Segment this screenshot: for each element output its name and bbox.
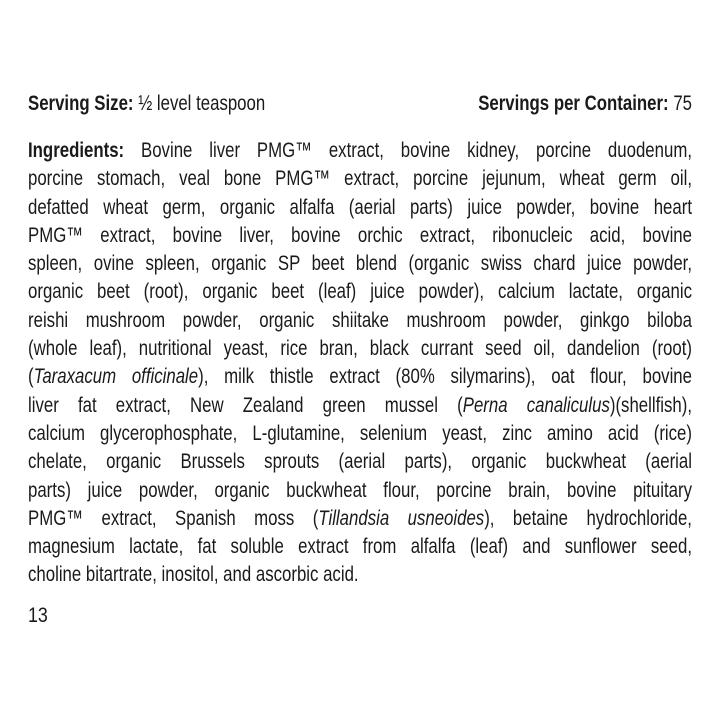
ingredients-text: magnesium lactate, fat soluble extract from alfalfa (leaf) and sunflower seed, (28, 535, 692, 559)
ingredients-text: PMG™ extract, Spanish moss ( (28, 506, 319, 530)
ingredients-line (28, 335, 692, 363)
servings-per-container-value: 75 (673, 92, 692, 115)
ingredients-line (28, 307, 692, 335)
serving-size (28, 92, 265, 116)
ingredients-text: spleen, ovine spleen, organic SP beet blend (organic swiss chard juice powder, (28, 252, 692, 276)
ingredients-text: parts) juice powder, organic buckwheat flour, porcine brain, bovine pituitary (28, 478, 692, 502)
ingredients-line (28, 137, 692, 165)
ingredients-text: chelate, organic Brussels sprouts (aerial parts), organic buckwheat (aerial (28, 450, 692, 474)
ingredients-text: )(shellfish), (609, 393, 692, 417)
ingredients-line (28, 363, 692, 391)
ingredients-line (28, 165, 692, 193)
ingredients-line (28, 533, 692, 561)
scientific-name: Perna canaliculus (462, 393, 610, 417)
ingredients-line (28, 561, 692, 589)
ingredients-line (28, 194, 692, 222)
ingredients-label: Ingredients: (28, 139, 125, 162)
ingredients-text: liver fat extract, New Zealand green mussel ( (28, 393, 463, 417)
ingredients-paragraph (28, 137, 692, 590)
ingredients-line (28, 250, 692, 278)
serving-size-label: Serving Size: (28, 92, 134, 115)
serving-size-value: ½ level teaspoon (138, 92, 266, 115)
scientific-name: Taraxacum officinale (33, 365, 199, 389)
ingredients-text: reishi mushroom powder, organic shiitake mushroom powder, ginkgo biloba (28, 308, 692, 332)
scientific-name: Tillandsia usneoides (318, 506, 485, 530)
ingredients-text: ( (28, 365, 34, 389)
page-number: 13 (28, 604, 48, 627)
servings-per-container (478, 92, 692, 116)
ingredients-line (28, 278, 692, 306)
ingredients-line (28, 505, 692, 533)
ingredients-text: porcine stomach, veal bone PMG™ extract, porcine jejunum, wheat germ oil, (28, 167, 692, 191)
ingredients-line (28, 477, 692, 505)
ingredients-text: PMG™ extract, bovine liver, bovine orchic extract, ribonucleic acid, bovine (28, 223, 692, 247)
ingredients-line (28, 420, 692, 448)
ingredients-line (28, 448, 692, 476)
ingredients-text: calcium glycerophosphate, L-glutamine, selenium yeast, zinc amino acid (rice) (28, 421, 692, 445)
ingredients-text: ), milk thistle extract (80% silymarins), oat flour, bovine (198, 365, 692, 389)
ingredients-text: (whole leaf), nutritional yeast, rice bran, black currant seed oil, dandelion (root) (28, 337, 692, 361)
ingredients-line (28, 392, 692, 420)
ingredients-line (28, 222, 692, 250)
ingredients-text: choline bitartrate, inositol, and ascorbic acid. (28, 563, 359, 587)
ingredients-text: ), betaine hydrochloride, (484, 506, 692, 530)
ingredients-text: Bovine liver PMG™ extract, bovine kidney, porcine duodenum, (124, 139, 692, 162)
ingredients-text: organic beet (root), organic beet (leaf) juice powder), calcium lactate, organic (28, 280, 692, 304)
servings-per-container-label: Servings per Container: (478, 92, 669, 115)
serving-info (28, 92, 692, 116)
ingredients-text: defatted wheat germ, organic alfalfa (aerial parts) juice powder, bovine heart (28, 195, 692, 219)
